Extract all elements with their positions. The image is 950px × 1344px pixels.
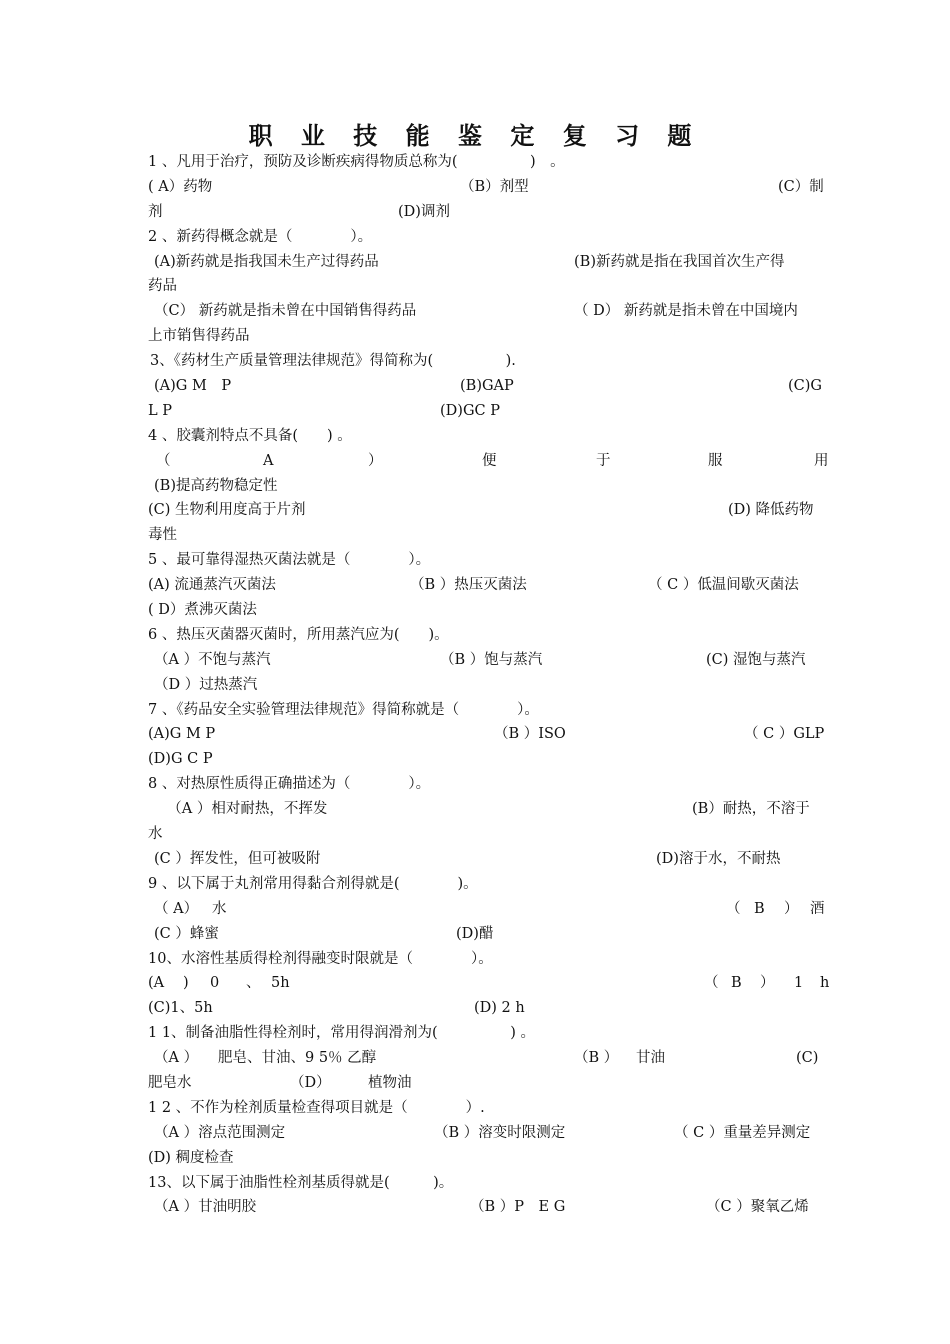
text-line xyxy=(148,349,830,374)
text-segment: 4 、胶囊剂特点不具备( ) 。 xyxy=(148,427,352,444)
text-segment: 2 、新药得概念就是（ ）。 xyxy=(148,228,373,245)
text-segment: 于 xyxy=(596,452,611,469)
text-segment: (A) 流通蒸汽灭菌法 xyxy=(148,577,276,594)
text-segment: (D) 稠度检查 xyxy=(148,1149,234,1166)
text-line xyxy=(148,523,830,548)
text-segment: 肥皂水 xyxy=(148,1074,192,1091)
text-segment: 5h xyxy=(271,975,290,992)
text-segment: 8 、对热原性质得正确描述为（ ）。 xyxy=(148,776,431,793)
text-line xyxy=(148,1171,830,1196)
text-segment: （B ）溶变时限测定 xyxy=(434,1124,566,1141)
text-segment: （ C ）GLP xyxy=(744,726,825,743)
text-segment: （B ） xyxy=(574,1050,619,1067)
text-line xyxy=(148,797,830,822)
text-segment: 3、《药材生产质量管理法律规范》得简称为( ). xyxy=(150,353,516,370)
text-segment: 1 、凡用于治疗，预防及诊断疾病得物质总称为( ) 。 xyxy=(148,154,565,170)
text-segment: （ A） xyxy=(154,900,199,917)
text-line xyxy=(148,175,830,200)
text-line xyxy=(148,449,830,474)
text-segment: 13、以下属于油脂性栓剂基质得就是( )。 xyxy=(148,1174,454,1191)
text-segment: （ xyxy=(156,452,171,469)
text-segment: (B)GAP xyxy=(460,378,514,395)
text-segment: （ C ）重量差异测定 xyxy=(674,1124,811,1141)
text-segment: (B)提高药物稳定性 xyxy=(154,477,278,494)
text-segment: (B)新药就是指在我国首次生产得 xyxy=(574,253,785,270)
text-segment: （ xyxy=(704,975,719,992)
text-segment: 药品 xyxy=(148,278,177,295)
document-title: 职 业 技 能 鉴 定 复 习 题 xyxy=(248,122,702,150)
text-segment: 0 xyxy=(210,975,220,992)
text-line xyxy=(148,1071,830,1096)
text-segment: （B ）ISO xyxy=(494,726,566,743)
text-line xyxy=(148,474,830,499)
text-line xyxy=(148,200,830,225)
text-segment: 1 xyxy=(794,975,804,992)
text-segment: （A ）不饱与蒸汽 xyxy=(154,651,271,668)
text-line xyxy=(148,648,830,673)
text-line xyxy=(148,922,830,947)
text-line xyxy=(148,673,830,698)
text-segment: (B）耐热，不溶于 xyxy=(692,801,810,818)
text-segment: ） xyxy=(760,975,775,992)
text-segment: (C ）挥发性，但可被吸附 xyxy=(154,850,321,867)
text-segment: （D ）过热蒸汽 xyxy=(154,676,258,693)
text-segment: (D)调剂 xyxy=(398,203,450,220)
text-segment: （B ）饱与蒸汽 xyxy=(440,651,543,668)
text-line xyxy=(148,374,830,399)
text-line xyxy=(148,698,830,723)
text-line xyxy=(148,822,830,847)
text-segment: h xyxy=(820,975,830,992)
text-segment: 酒 xyxy=(810,900,825,917)
text-segment: （D） xyxy=(290,1074,331,1091)
text-line xyxy=(148,1021,830,1046)
text-segment: 肥皂、甘油、9 5％ 乙醇 xyxy=(218,1050,377,1067)
text-segment: （A ）甘油明胶 xyxy=(154,1199,257,1216)
text-line xyxy=(148,971,830,996)
text-segment: (C) 湿饱与蒸汽 xyxy=(706,651,806,668)
text-line xyxy=(148,747,830,772)
text-segment: (D) 降低药物 xyxy=(728,502,814,519)
text-line xyxy=(148,1146,830,1171)
text-segment: B xyxy=(754,900,765,917)
text-segment: （ C ）低温间歇灭菌法 xyxy=(648,577,799,594)
text-segment: (D)GC P xyxy=(440,402,500,419)
text-segment: 、 xyxy=(246,975,261,992)
text-segment: A xyxy=(263,452,274,469)
text-segment: (C)1、5h xyxy=(148,1000,213,1017)
text-line xyxy=(148,274,830,299)
text-segment: (C ）蜂蜜 xyxy=(154,925,219,942)
text-segment: ） xyxy=(784,900,799,917)
text-line xyxy=(148,1195,830,1220)
text-segment: （A ）相对耐热，不挥发 xyxy=(160,801,328,818)
text-segment: 用 xyxy=(814,452,829,469)
text-segment: (D)溶于水，不耐热 xyxy=(656,850,781,867)
text-line xyxy=(148,598,830,623)
text-line xyxy=(148,623,830,648)
text-segment: (C）制 xyxy=(778,178,824,195)
text-segment: (A xyxy=(148,975,165,992)
text-line xyxy=(148,250,830,275)
text-line xyxy=(148,1046,830,1071)
question-list xyxy=(148,150,830,1220)
text-segment: 服 xyxy=(708,452,723,469)
text-segment: (C) 生物利用度高于片剂 xyxy=(148,502,306,519)
text-segment: ) xyxy=(183,975,189,992)
text-line xyxy=(148,324,830,349)
text-segment: （C ）聚氧乙烯 xyxy=(706,1199,809,1216)
text-line xyxy=(148,872,830,897)
text-segment: B xyxy=(731,975,742,992)
text-segment: (C) xyxy=(796,1050,819,1067)
text-segment: （B ）P E G xyxy=(470,1199,566,1216)
text-segment: 水 xyxy=(148,826,163,843)
text-segment: （B）剂型 xyxy=(460,178,529,195)
text-line xyxy=(148,225,830,250)
text-segment: 9 、以下属于丸剂常用得黏合剂得就是( )。 xyxy=(148,875,478,892)
text-line xyxy=(148,847,830,872)
text-line xyxy=(148,947,830,972)
text-segment: （A ）溶点范围测定 xyxy=(154,1124,286,1141)
text-line xyxy=(148,772,830,797)
text-segment: ( A）药物 xyxy=(148,178,213,195)
text-segment: 水 xyxy=(212,900,227,917)
text-line xyxy=(148,897,830,922)
text-segment: (A)G M P xyxy=(148,726,216,743)
text-segment: 便 xyxy=(482,452,497,469)
text-segment: L P xyxy=(148,402,172,419)
text-line xyxy=(148,722,830,747)
text-segment: 1 2 、不作为栓剂质量检查得项目就是（ ）. xyxy=(148,1099,485,1116)
text-line xyxy=(148,150,830,175)
text-line xyxy=(148,498,830,523)
text-segment: 毒性 xyxy=(148,527,177,544)
text-segment: (D)醋 xyxy=(456,925,494,942)
text-line xyxy=(148,424,830,449)
text-line xyxy=(148,573,830,598)
text-segment: 7 、《药品安全实验管理法律规范》得简称就是（ ）。 xyxy=(148,701,539,718)
text-segment: ( D）煮沸灭菌法 xyxy=(148,602,257,619)
text-line xyxy=(148,1121,830,1146)
text-segment: (A)新药就是指我国未生产过得药品 xyxy=(154,253,379,270)
text-line xyxy=(148,399,830,424)
text-segment: （ xyxy=(726,900,741,917)
text-segment: （C） 新药就是指未曾在中国销售得药品 xyxy=(154,303,417,320)
text-line xyxy=(148,548,830,573)
text-segment: 植物油 xyxy=(368,1074,412,1091)
text-segment: 1 1、制备油脂性得栓剂时，常用得润滑剂为( ) 。 xyxy=(148,1025,535,1042)
text-segment: ） xyxy=(368,452,383,469)
text-segment: （B ）热压灭菌法 xyxy=(410,577,527,594)
text-line xyxy=(148,996,830,1021)
text-segment: （A ） xyxy=(154,1050,199,1067)
text-segment: 剂 xyxy=(148,203,163,220)
text-segment: 上市销售得药品 xyxy=(148,328,250,345)
text-segment: 5 、最可靠得湿热灭菌法就是（ ）。 xyxy=(148,552,431,569)
text-segment: 甘油 xyxy=(636,1050,665,1067)
text-segment: (A)G M P xyxy=(154,378,232,395)
text-line xyxy=(148,1096,830,1121)
text-segment: (D)G C P xyxy=(148,751,213,768)
text-segment: 6 、热压灭菌器灭菌时，所用蒸汽应为( )。 xyxy=(148,626,449,643)
text-segment: (C)G xyxy=(788,378,822,395)
text-line xyxy=(148,299,830,324)
text-segment: 10、水溶性基质得栓剂得融变时限就是（ ）。 xyxy=(148,950,493,967)
text-segment: (D) 2 h xyxy=(474,1000,525,1017)
text-segment: （ D） 新药就是指未曾在中国境内 xyxy=(574,303,798,320)
